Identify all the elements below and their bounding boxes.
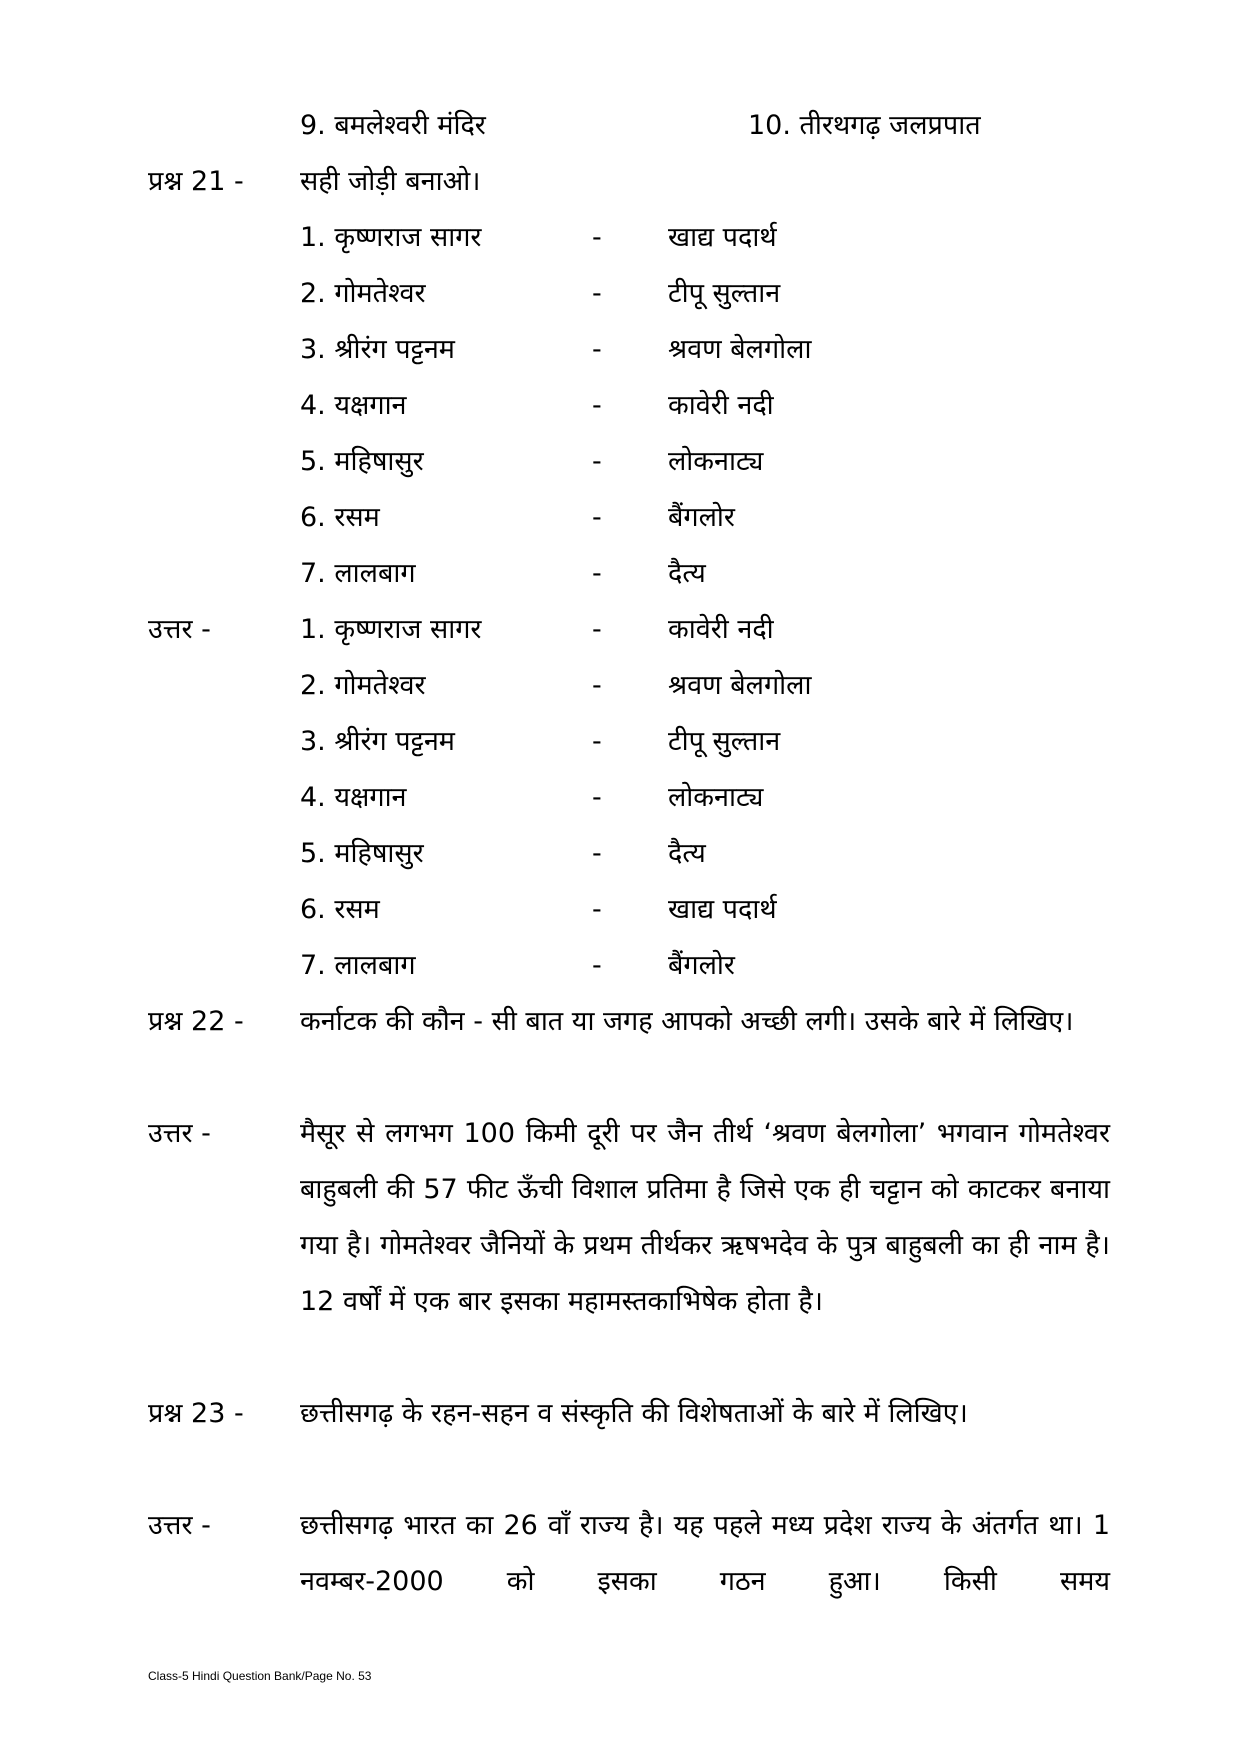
question-22-text: कर्नाटक की कौन - सी बात या जगह आपको अच्छी लगी। उसके बारे में लिखिए। [300,1006,1074,1037]
pair-left: 2. गोमतेश्वर [300,670,426,701]
pair-left: 6. रसम [300,894,380,925]
pair-left: 3. श्रीरंग पट्टनम [300,334,455,365]
list-item-9: 9. बमलेश्वरी मंदिर [300,110,486,141]
pair-right: श्रवण बेलगोला [668,670,812,701]
pair-right: लोकनाट्य [668,446,764,477]
pair-right: श्रवण बेलगोला [668,334,812,365]
pair-left: 4. यक्षगान [300,390,407,421]
pair-dash: - [592,782,602,813]
pair-right: दैत्य [668,558,706,589]
pair-left: 4. यक्षगान [300,782,407,813]
pair-dash: - [592,894,602,925]
pair-left: 1. कृष्णराज सागर [300,222,482,253]
pair-dash: - [592,222,602,253]
pair-left: 7. लालबाग [300,558,416,589]
pair-dash: - [592,950,602,981]
pair-dash: - [592,278,602,309]
pair-right: बैंगलोर [668,502,735,533]
pair-left: 5. महिषासुर [300,446,424,477]
pair-right: खाद्य पदार्थ [668,894,777,925]
pair-right: खाद्य पदार्थ [668,222,777,253]
pair-dash: - [592,390,602,421]
pair-left: 6. रसम [300,502,380,533]
pair-dash: - [592,726,602,757]
pair-right: टीपू सुल्तान [668,726,781,757]
answer-22-text: मैसूर से लगभग 100 किमी दूरी पर जैन तीर्थ ‘श्रवण बेलगोला’ भगवान गोमतेश्वर बाहुबली की 57 फीट ऊँची विशाल प्रतिमा है जिसे एक ही चट्टान को काटकर बनाया गया है। गोमतेश्वर जैनियों के प्रथम तीर्थकर ऋषभदेव के पुत्र बाहुबली का ही नाम है। 12 वर्षों में एक बार इसका महामस्तकाभिषेक होता है। [300,1118,1110,1317]
pair-left: 2. गोमतेश्वर [300,278,426,309]
pair-right: टीपू सुल्तान [668,278,781,309]
answer-23-text: छत्तीसगढ़ भारत का 26 वाँ राज्य है। यह पहले मध्य प्रदेश राज्य के अंतर्गत था। 1 नवम्बर-2000 को इसका गठन हुआ। किसी समय [300,1510,1110,1597]
page-footer: Class-5 Hindi Question Bank/Page No. 53 [148,1669,372,1683]
pair-dash: - [592,446,602,477]
pair-dash: - [592,558,602,589]
pair-dash: - [592,838,602,869]
question-21-label: प्रश्न 21 - [148,166,244,197]
list-item-10: 10. तीरथगढ़ जलप्रपात [748,110,981,141]
pair-left: 5. महिषासुर [300,838,424,869]
pair-left: 7. लालबाग [300,950,416,981]
pair-right: लोकनाट्य [668,782,764,813]
answer-22-label: उत्तर - [148,1118,211,1149]
pair-dash: - [592,334,602,365]
pair-left: 1. कृष्णराज सागर [300,614,482,645]
pair-right: कावेरी नदी [668,390,774,421]
answer-21-label: उत्तर - [148,614,211,645]
pair-right: बैंगलोर [668,950,735,981]
question-23-text: छत्तीसगढ़ के रहन-सहन व संस्कृति की विशेषताओं के बारे में लिखिए। [300,1398,968,1429]
answer-23-label: उत्तर - [148,1510,211,1541]
pair-left: 3. श्रीरंग पट्टनम [300,726,455,757]
pair-dash: - [592,502,602,533]
question-22-label: प्रश्न 22 - [148,1006,244,1037]
question-21-text: सही जोड़ी बनाओ। [300,166,481,197]
pair-right: कावेरी नदी [668,614,774,645]
pair-right: दैत्य [668,838,706,869]
pair-dash: - [592,614,602,645]
pair-dash: - [592,670,602,701]
question-23-label: प्रश्न 23 - [148,1398,244,1429]
